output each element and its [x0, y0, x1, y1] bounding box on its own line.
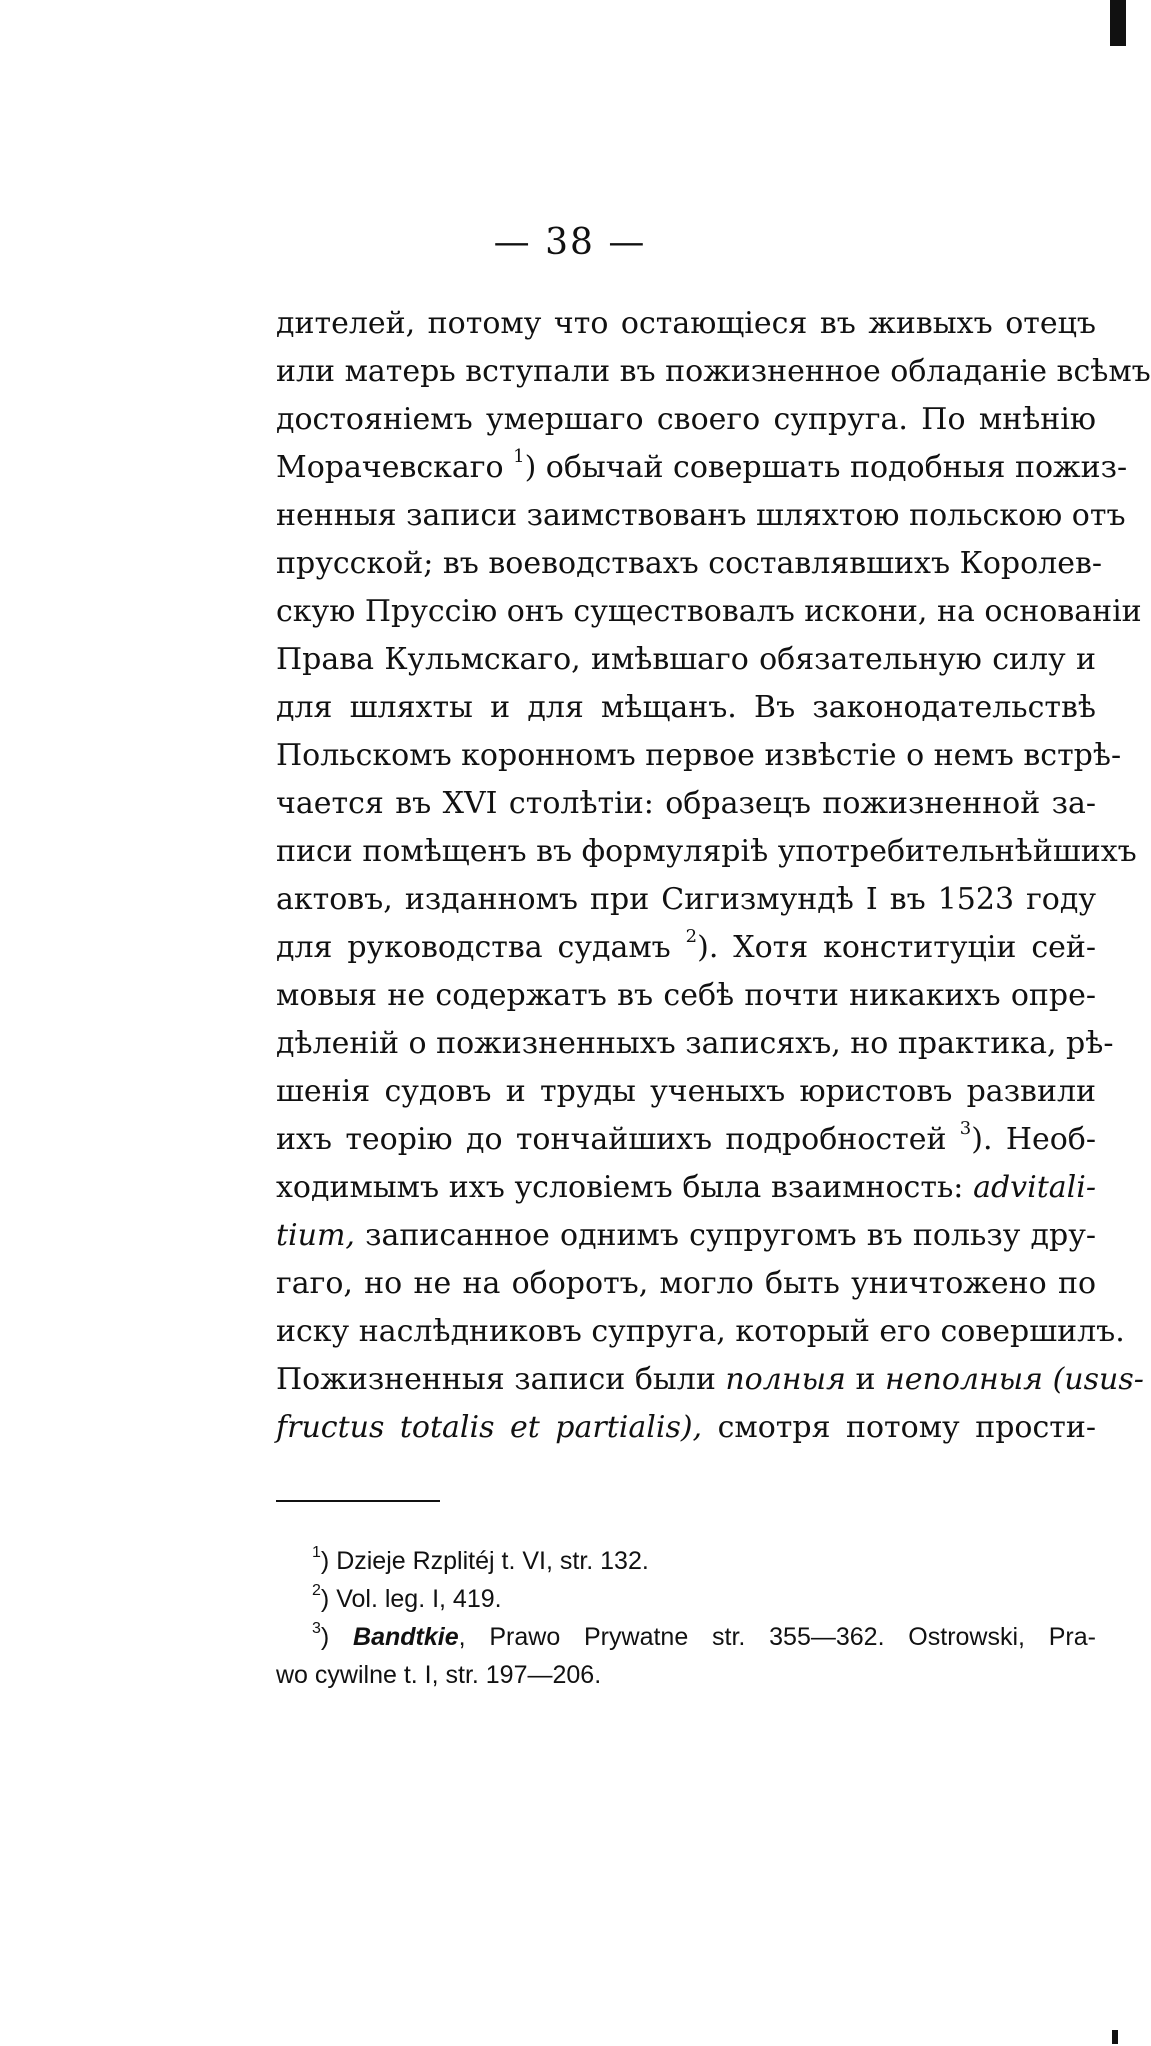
footnote-paren: )	[320, 1547, 337, 1575]
text-segment: писи помѣщенъ въ формулярiѣ употребительнѣйшихъ	[276, 834, 1137, 869]
text-line	[276, 1356, 1144, 1404]
text-line	[276, 1212, 1096, 1260]
text-line	[276, 1116, 1096, 1164]
footnote-text: Vol. leg. I, 419.	[336, 1585, 502, 1613]
footnote	[276, 1656, 1096, 1694]
footnote	[276, 1618, 1096, 1656]
text-segment: смотря потому прости-	[702, 1410, 1096, 1445]
text-segment: для руководства судамъ	[276, 930, 686, 965]
text-segment: скую Пруссію онъ существовалъ искони, на основаніи	[276, 594, 1142, 629]
text-line	[276, 924, 1096, 972]
text-line	[276, 444, 1128, 492]
footnote-ref: 2	[685, 926, 698, 947]
text-segment: дителей, потому что остающіеся въ живыхъ отецъ	[276, 306, 1096, 341]
text-segment: для шляхты и для мѣщанъ. Въ законодательствѣ	[276, 690, 1096, 725]
text-segment: прусской; въ воеводствахъ составлявшихъ Королев-	[276, 546, 1102, 581]
text-segment: чается въ XVI столѣтіи: образецъ пожизненной за-	[276, 786, 1096, 821]
text-segment: и	[845, 1362, 885, 1397]
footnote-text: , Prawo Prywatne str. 355—362. Ostrowski, Pra-	[458, 1623, 1096, 1651]
text-line	[276, 492, 1126, 540]
footnote-marker: 3	[312, 1619, 321, 1637]
text-segment: fructus totalis et partialis),	[276, 1410, 703, 1445]
text-segment: advitali-	[973, 1170, 1096, 1205]
text-segment: шенія судовъ и труды ученыхъ юристовъ развили	[276, 1074, 1096, 1109]
text-line	[276, 348, 1151, 396]
footnote-paren: )	[320, 1585, 337, 1613]
footnote-ref: 1	[513, 446, 525, 467]
text-segment: Польскомъ коронномъ первое извѣстіе о немъ встрѣ-	[276, 738, 1122, 773]
text-segment: ). Хотя конституціи сей-	[697, 930, 1097, 965]
text-line	[276, 828, 1137, 876]
text-line	[276, 1164, 1096, 1212]
text-segment: ) обычай совершать подобныя пожиз-	[524, 450, 1128, 485]
text-segment: иску наслѣдниковъ супруга, который его совершилъ.	[276, 1314, 1125, 1349]
footnotes	[276, 1542, 1096, 1694]
text-line	[276, 588, 1142, 636]
text-line	[276, 1020, 1114, 1068]
text-line	[276, 1404, 1096, 1452]
text-segment: ходимымъ ихъ условіемъ была взаимность:	[276, 1170, 974, 1205]
text-line	[276, 876, 1096, 924]
page-edge-mark-bottom	[1112, 2030, 1118, 2044]
text-line	[276, 1308, 1125, 1356]
footnote-separator	[276, 1500, 440, 1502]
text-segment: или матерь вступали въ пожизненное обладаніе всѣмъ	[276, 354, 1151, 389]
text-segment: мовыя не содержатъ въ себѣ почти никакихъ опре-	[276, 978, 1096, 1013]
text-line	[276, 780, 1096, 828]
text-segment: записанное однимъ супругомъ въ пользу дру-	[354, 1218, 1096, 1253]
text-segment: ихъ теорію до тончайшихъ подробностей	[276, 1122, 960, 1157]
text-segment: Морачевскаго	[276, 450, 514, 485]
text-line	[276, 540, 1102, 588]
footnote-text: Bandtkie	[353, 1623, 459, 1651]
footnote	[276, 1542, 1096, 1580]
text-line	[276, 732, 1122, 780]
text-segment: tium,	[276, 1218, 355, 1253]
body-text	[276, 300, 1151, 1452]
footnote	[276, 1580, 1096, 1618]
footnote-paren: )	[320, 1623, 354, 1651]
text-segment: гаго, но не на оборотъ, могло быть уничтожено по	[276, 1266, 1096, 1301]
text-segment: ненныя записи заимствованъ шляхтою польскою отъ	[276, 498, 1126, 533]
text-line	[276, 684, 1096, 732]
text-segment: актовъ, изданномъ при Сигизмундѣ I въ 1523 году	[276, 882, 1096, 917]
text-segment: достояніемъ умершаго своего супруга. По мнѣнію	[276, 402, 1096, 437]
text-line	[276, 636, 1096, 684]
text-segment: дѣленій о пожизненныхъ записяхъ, но практика, рѣ-	[276, 1026, 1114, 1061]
text-segment: полныя	[725, 1362, 846, 1397]
text-segment: Права Кульмскаго, имѣвшаго обязательную силу и	[276, 642, 1096, 677]
footnote-marker: 2	[312, 1581, 321, 1599]
footnote-text: wo cywilne t. I, str. 197—206.	[276, 1661, 602, 1689]
text-line	[276, 972, 1096, 1020]
footnote-ref: 3	[959, 1118, 972, 1139]
text-segment: Пожизненныя записи были	[276, 1362, 726, 1397]
footnote-text: Dziejе Rzplitéj t. VI, str. 132.	[336, 1547, 649, 1575]
text-segment: ). Необ-	[971, 1122, 1096, 1157]
text-line	[276, 1068, 1096, 1116]
page-edge-mark	[1110, 0, 1126, 46]
text-line	[276, 300, 1096, 348]
text-line	[276, 396, 1096, 444]
page-number: — 38 —	[493, 222, 647, 263]
footnote-marker: 1	[312, 1543, 321, 1561]
text-line	[276, 1260, 1096, 1308]
text-segment: неполныя (usus-	[884, 1362, 1144, 1397]
